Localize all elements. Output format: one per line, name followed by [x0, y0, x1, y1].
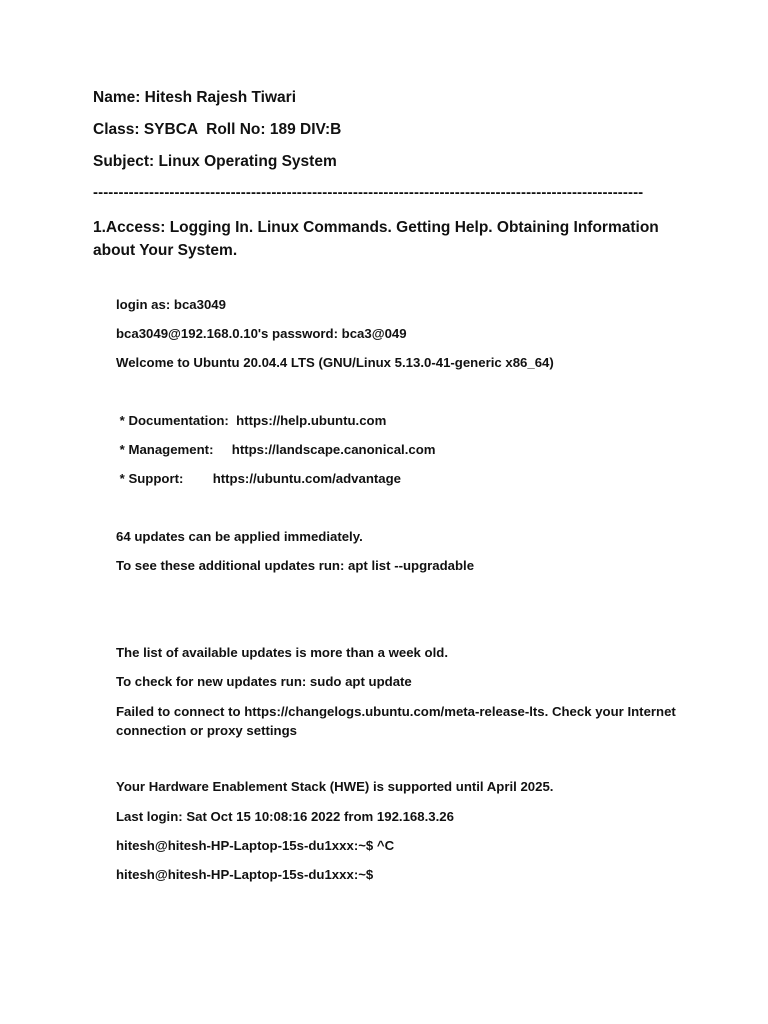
- subject-line: Subject: Linux Operating System: [93, 153, 337, 170]
- updates-hint-line: To see these additional updates run: apt list --upgradable: [116, 558, 475, 573]
- prompt-line-1: hitesh@hitesh-HP-Laptop-15s-du1xxx:~$ ^C: [116, 838, 395, 853]
- last-login-line: Last login: Sat Oct 15 10:08:16 2022 from 192.168.3.26: [116, 809, 454, 824]
- check-updates-line: To check for new updates run: sudo apt update: [116, 674, 412, 689]
- failed-connect-line: Failed to connect to https://changelogs.ubuntu.com/meta-release-lts. Check your Internet connection or proxy settings: [116, 704, 676, 738]
- prompt-line-2: hitesh@hitesh-HP-Laptop-15s-du1xxx:~$: [116, 867, 374, 882]
- password-line: bca3049@192.168.0.10's password: bca3@049: [116, 326, 407, 341]
- list-old-line: The list of available updates is more than a week old.: [116, 645, 448, 660]
- login-line: login as: bca3049: [116, 297, 226, 312]
- hwe-line: Your Hardware Enablement Stack (HWE) is supported until April 2025.: [116, 779, 554, 794]
- separator-line: ------------------------------------------------------------------------------------------------------------: [93, 184, 644, 201]
- management-line: * Management: https://landscape.canonical.com: [116, 442, 436, 457]
- support-line: * Support: https://ubuntu.com/advantage: [116, 471, 401, 486]
- class-roll-line: Class: SYBCA Roll No: 189 DIV:B: [93, 121, 342, 138]
- updates-count-line: 64 updates can be applied immediately.: [116, 529, 363, 544]
- documentation-line: * Documentation: https://help.ubuntu.com: [116, 413, 387, 428]
- student-name: Name: Hitesh Rajesh Tiwari: [93, 89, 297, 106]
- section-title: 1.Access: Logging In. Linux Commands. Getting Help. Obtaining Information about Your System.: [93, 219, 659, 259]
- welcome-line: Welcome to Ubuntu 20.04.4 LTS (GNU/Linux 5.13.0-41-generic x86_64): [116, 355, 554, 370]
